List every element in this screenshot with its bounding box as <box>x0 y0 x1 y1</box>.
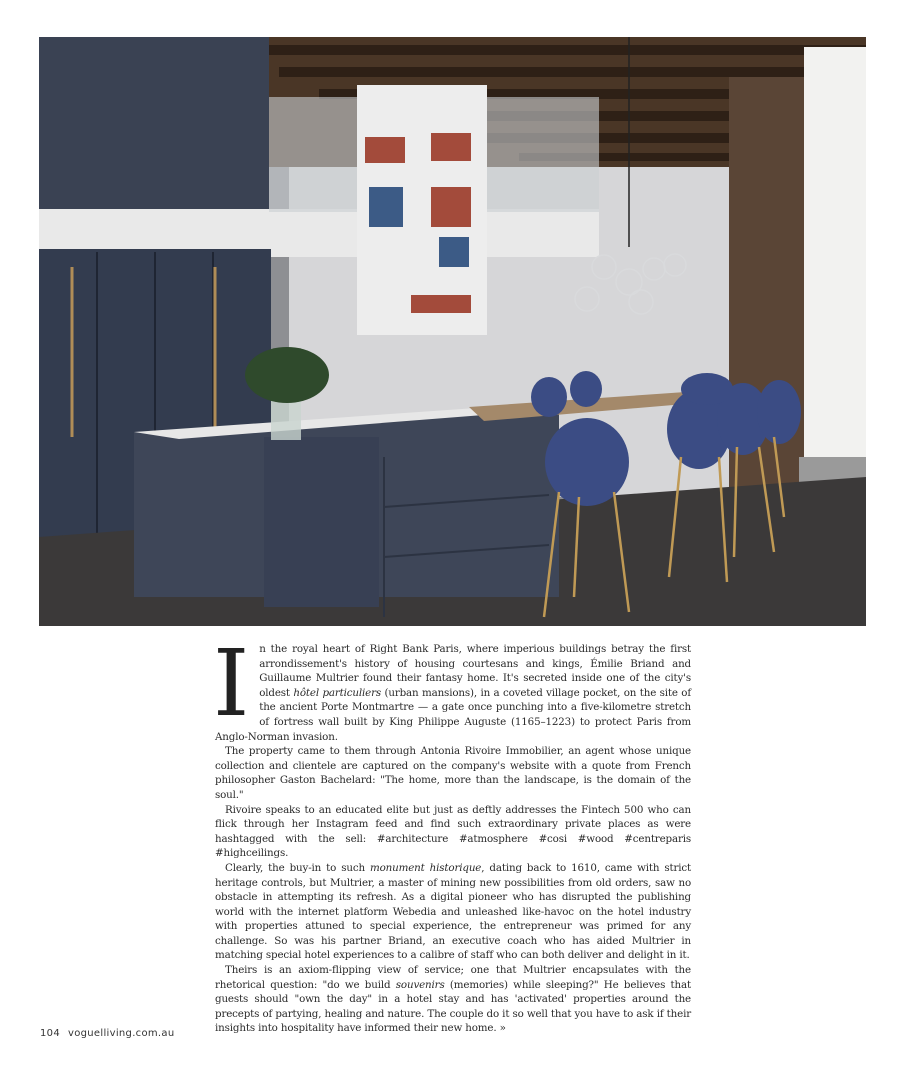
site-url: voguelliving.com.au <box>68 1028 175 1039</box>
paragraph-1: In the royal heart of Right Bank Paris, where imperious buildings betray the first arrondissement's history of housing courtesans and kings, Émilie Briand and Guillaume Multrier found their fantasy home. It's secreted inside one of the city's oldest hôtel particuliers (urban mansions), in a coveted village pocket, on the site of the ancient Porte Montmartre — a gate once punching into a five-kilometre stretch of fortress wall built by King Philippe Auguste (1165–1223) to protect Paris from Anglo-Norman invasion. <box>213 630 691 743</box>
paragraph-4: Clearly, the buy-in to such monument historique, dating back to 1610, came with strict heritage controls, but Multrier, a master of mining new possibilities from old orders, saw no obstacle in attempting its refresh. As a digital pioneer who has disrupted the publishing world with the internet platform Webedia and unleashed like-havoc on the hotel industry with properties attuned to special experience, the entrepreneur was primed for any challenge. So was his partner Briand, an executive coach who has aided Multrier in matching special hotel experiences to a calibre of staff who can both deliver and delight in it. <box>215 861 692 962</box>
kitchen-photo <box>39 37 866 626</box>
folio <box>40 1028 182 1039</box>
paragraph-2: The property came to them through Antonia Rivoire Immobilier, an agent whose unique collection and clientele are captured on the company's website with a quote from French philosopher Gaston Bachelard: "The home, more than the landscape, is the domain of the soul." <box>215 745 691 801</box>
article-body <box>213 630 692 1036</box>
paragraph-3: Rivoire speaks to an educated elite but just as deftly addresses the Fintech 500 who can flick through her Instagram feed and find such extraordinary private places as were hashtagged with the sell: #architecture #atmosphere #cosi #wood #centreparis #highceilings. <box>215 803 691 860</box>
paragraph-5: Theirs is an axiom-flipping view of service; one that Multrier encapsulates with the rhetorical question: "do we build souvenirs (memories) while sleeping?" He believes that guests should "own the day" in a hotel stay and has 'activated' properties around the precepts of partying, healing and nature. The couple do it so well that you have to ask if their insights into hospitality have informed their new home. » <box>215 964 691 1035</box>
drop-cap: I <box>213 630 250 737</box>
page-number: 104 <box>40 1028 60 1039</box>
continue-mark: » <box>499 1022 506 1035</box>
